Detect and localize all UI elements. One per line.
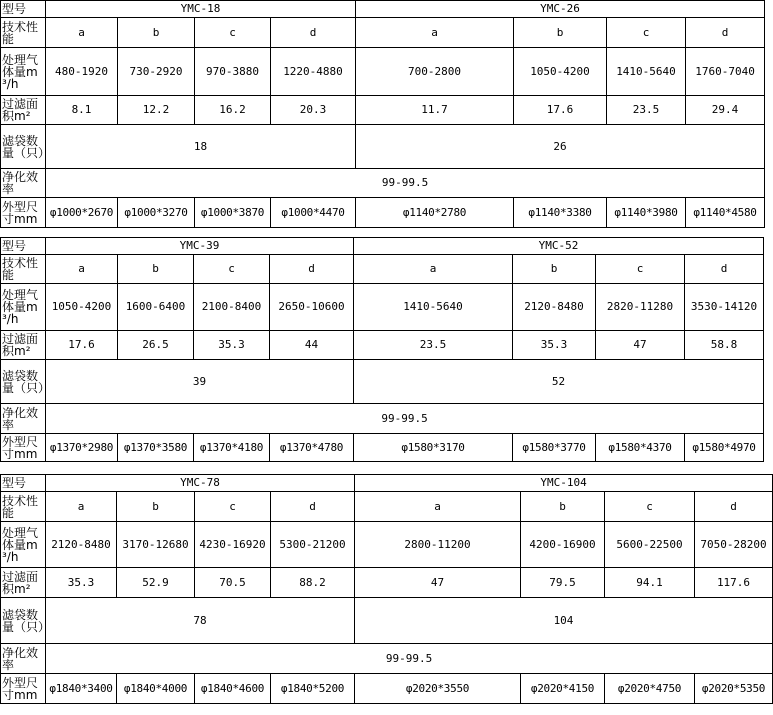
efficiency-value: 99-99.5 (46, 404, 764, 434)
dimension-cell: φ2020*5350 (695, 674, 773, 704)
air-volume-cell: 480-1920 (46, 48, 118, 96)
efficiency-row (1, 169, 765, 198)
variant-cell: d (686, 18, 765, 48)
dimension-row (1, 434, 764, 462)
air-volume-cell: 1760-7040 (686, 48, 765, 96)
dimension-cell: φ1370*4180 (194, 434, 270, 462)
model-row (1, 475, 773, 492)
bag-count-right: 52 (354, 360, 764, 404)
filter-area-cell: 47 (355, 568, 521, 598)
air-volume-cell: 1600-6400 (118, 284, 194, 331)
bag-count-right: 104 (355, 598, 773, 644)
dimension-cell: φ2020*3550 (355, 674, 521, 704)
model-row (1, 1, 765, 18)
filter-area-cell: 26.5 (118, 331, 194, 360)
dimension-cell: φ1370*4780 (270, 434, 354, 462)
label-filter-area: 过滤面积m² (1, 331, 46, 360)
variant-row (1, 18, 765, 48)
dimension-cell: φ2020*4150 (521, 674, 605, 704)
label-bag-count: 滤袋数量（只） (1, 125, 46, 169)
filter-area-cell: 70.5 (195, 568, 271, 598)
air-volume-cell: 2650-10600 (270, 284, 354, 331)
variant-cell: d (270, 255, 354, 284)
air-volume-cell: 2120-8480 (513, 284, 596, 331)
air-volume-cell: 2820-11280 (596, 284, 685, 331)
label-efficiency: 净化效率 (1, 644, 46, 674)
air-volume-row (1, 522, 773, 568)
bag-count-left: 39 (46, 360, 354, 404)
variant-cell: b (521, 492, 605, 522)
filter-area-cell: 88.2 (271, 568, 355, 598)
filter-area-cell: 94.1 (605, 568, 695, 598)
variant-cell: a (46, 255, 118, 284)
variant-cell: d (271, 492, 355, 522)
dimension-cell: φ1840*4000 (117, 674, 195, 704)
label-model: 型号 (1, 475, 46, 492)
dimension-cell: φ1840*3400 (46, 674, 117, 704)
model-name-right: YMC-26 (356, 1, 765, 18)
variant-cell: c (596, 255, 685, 284)
efficiency-row (1, 404, 764, 434)
dimension-cell: φ1140*3980 (607, 198, 686, 228)
dimension-cell: φ1580*4370 (596, 434, 685, 462)
model-row (1, 238, 764, 255)
dimension-cell: φ1370*3580 (118, 434, 194, 462)
label-air-volume: 处理气体量m³/h (1, 522, 46, 568)
air-volume-cell: 970-3880 (195, 48, 271, 96)
air-volume-row (1, 48, 765, 96)
efficiency-row (1, 644, 773, 674)
filter-area-cell: 17.6 (514, 96, 607, 125)
variant-cell: a (356, 18, 514, 48)
variant-cell: a (46, 492, 117, 522)
filter-area-cell: 47 (596, 331, 685, 360)
filter-area-cell: 16.2 (195, 96, 271, 125)
variant-cell: d (271, 18, 356, 48)
filter-area-cell: 58.8 (685, 331, 764, 360)
spec-table-3 (0, 474, 773, 704)
label-dimensions: 外型尺寸mm (1, 674, 46, 704)
label-filter-area: 过滤面积m² (1, 568, 46, 598)
filter-area-cell: 117.6 (695, 568, 773, 598)
variant-cell: b (118, 18, 195, 48)
dimension-cell: φ1370*2980 (46, 434, 118, 462)
filter-area-cell: 23.5 (607, 96, 686, 125)
label-model: 型号 (1, 238, 46, 255)
dimension-cell: φ2020*4750 (605, 674, 695, 704)
air-volume-cell: 1050-4200 (514, 48, 607, 96)
variant-cell: b (118, 255, 194, 284)
air-volume-cell: 1410-5640 (607, 48, 686, 96)
air-volume-cell: 4200-16900 (521, 522, 605, 568)
air-volume-cell: 5300-21200 (271, 522, 355, 568)
label-filter-area: 过滤面积m² (1, 96, 46, 125)
dimension-cell: φ1140*4580 (686, 198, 765, 228)
filter-area-cell: 11.7 (356, 96, 514, 125)
bag-count-left: 78 (46, 598, 355, 644)
filter-area-cell: 35.3 (46, 568, 117, 598)
air-volume-cell: 700-2800 (356, 48, 514, 96)
filter-area-cell: 52.9 (117, 568, 195, 598)
variant-cell: c (194, 255, 270, 284)
air-volume-cell: 1410-5640 (354, 284, 513, 331)
air-volume-cell: 2800-11200 (355, 522, 521, 568)
bag-count-right: 26 (356, 125, 765, 169)
air-volume-cell: 1220-4880 (271, 48, 356, 96)
variant-row (1, 492, 773, 522)
dimension-row (1, 198, 765, 228)
variant-cell: c (195, 492, 271, 522)
filter-area-cell: 79.5 (521, 568, 605, 598)
dimension-cell: φ1000*4470 (271, 198, 356, 228)
air-volume-row (1, 284, 764, 331)
variant-cell: b (117, 492, 195, 522)
label-air-volume: 处理气体量m³/h (1, 284, 46, 331)
variant-cell: c (607, 18, 686, 48)
dimension-cell: φ1000*3270 (118, 198, 195, 228)
air-volume-cell: 3170-12680 (117, 522, 195, 568)
variant-cell: d (685, 255, 764, 284)
filter-area-cell: 8.1 (46, 96, 118, 125)
label-dimensions: 外型尺寸mm (1, 198, 46, 228)
label-performance: 技术性能 (1, 255, 46, 284)
label-efficiency: 净化效率 (1, 169, 46, 198)
filter-area-cell: 17.6 (46, 331, 118, 360)
air-volume-cell: 4230-16920 (195, 522, 271, 568)
bag-count-row (1, 360, 764, 404)
bag-count-row (1, 125, 765, 169)
air-volume-cell: 7050-28200 (695, 522, 773, 568)
dimension-cell: φ1840*4600 (195, 674, 271, 704)
spec-table-1 (0, 0, 765, 228)
air-volume-cell: 2100-8400 (194, 284, 270, 331)
filter-area-cell: 35.3 (513, 331, 596, 360)
label-bag-count: 滤袋数量（只） (1, 360, 46, 404)
variant-cell: a (354, 255, 513, 284)
dimension-cell: φ1140*2780 (356, 198, 514, 228)
dimension-cell: φ1840*5200 (271, 674, 355, 704)
dimension-cell: φ1000*3870 (195, 198, 271, 228)
bag-count-row (1, 598, 773, 644)
variant-cell: c (195, 18, 271, 48)
dimension-cell: φ1140*3380 (514, 198, 607, 228)
variant-cell: b (514, 18, 607, 48)
air-volume-cell: 2120-8480 (46, 522, 117, 568)
label-performance: 技术性能 (1, 18, 46, 48)
spec-table-2 (0, 237, 764, 462)
dimension-row (1, 674, 773, 704)
filter-area-cell: 23.5 (354, 331, 513, 360)
dimension-cell: φ1580*3770 (513, 434, 596, 462)
filter-area-cell: 12.2 (118, 96, 195, 125)
label-model: 型号 (1, 1, 46, 18)
air-volume-cell: 5600-22500 (605, 522, 695, 568)
filter-area-cell: 20.3 (271, 96, 356, 125)
air-volume-cell: 1050-4200 (46, 284, 118, 331)
filter-area-row (1, 96, 765, 125)
air-volume-cell: 3530-14120 (685, 284, 764, 331)
dimension-cell: φ1000*2670 (46, 198, 118, 228)
variant-cell: d (695, 492, 773, 522)
filter-area-cell: 35.3 (194, 331, 270, 360)
model-name-left: YMC-18 (46, 1, 356, 18)
variant-cell: a (46, 18, 118, 48)
filter-area-cell: 29.4 (686, 96, 765, 125)
dimension-cell: φ1580*4970 (685, 434, 764, 462)
variant-cell: c (605, 492, 695, 522)
air-volume-cell: 730-2920 (118, 48, 195, 96)
dimension-cell: φ1580*3170 (354, 434, 513, 462)
label-dimensions: 外型尺寸mm (1, 434, 46, 462)
variant-cell: b (513, 255, 596, 284)
bag-count-left: 18 (46, 125, 356, 169)
label-efficiency: 净化效率 (1, 404, 46, 434)
model-name-left: YMC-78 (46, 475, 355, 492)
label-bag-count: 滤袋数量（只） (1, 598, 46, 644)
model-name-right: YMC-104 (355, 475, 773, 492)
variant-row (1, 255, 764, 284)
filter-area-cell: 44 (270, 331, 354, 360)
efficiency-value: 99-99.5 (46, 644, 773, 674)
variant-cell: a (355, 492, 521, 522)
model-name-right: YMC-52 (354, 238, 764, 255)
efficiency-value: 99-99.5 (46, 169, 765, 198)
label-air-volume: 处理气体量m³/h (1, 48, 46, 96)
model-name-left: YMC-39 (46, 238, 354, 255)
label-performance: 技术性能 (1, 492, 46, 522)
filter-area-row (1, 568, 773, 598)
filter-area-row (1, 331, 764, 360)
